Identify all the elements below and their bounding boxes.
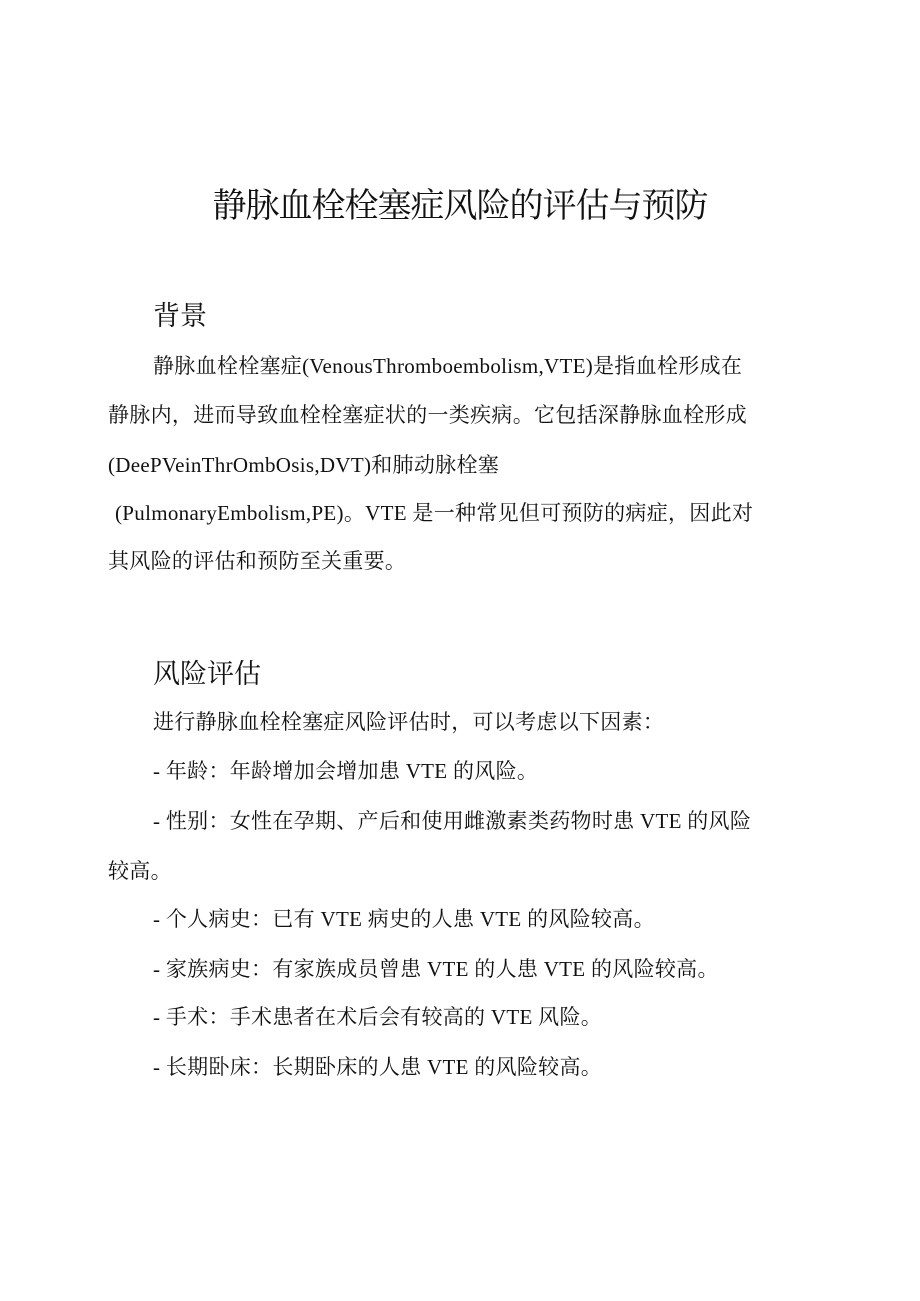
- risk-item-family-history: - 家族病史：有家族成员曾患 VTE 的人患 VTE 的风险较高。: [153, 957, 719, 981]
- risk-item-bed-rest: - 长期卧床：长期卧床的人患 VTE 的风险较高。: [153, 1055, 603, 1079]
- risk-item-surgery: - 手术：手术患者在术后会有较高的 VTE 风险。: [153, 1005, 603, 1029]
- background-line-4: (PulmonaryEmbolism,PE)。VTE 是一种常见但可预防的病症，因此对: [115, 501, 754, 525]
- risk-assessment-heading: 风险评估: [153, 659, 261, 690]
- background-line-2: 静脉内，进而导致血栓栓塞症状的一类疾病。它包括深静脉血栓形成: [108, 403, 747, 427]
- background-line-5: 其风险的评估和预防至关重要。: [108, 549, 407, 573]
- risk-item-age: - 年龄：年龄增加会增加患 VTE 的风险。: [153, 759, 539, 783]
- risk-item-gender: - 性别：女性在孕期、产后和使用雌激素类药物时患 VTE 的风险: [153, 809, 752, 833]
- background-heading: 背景: [153, 301, 207, 332]
- background-line-1: 静脉血栓栓塞症(VenousThromboembolism,VTE)是指血栓形成在: [153, 354, 743, 378]
- document-title: 静脉血栓栓塞症风险的评估与预防: [212, 186, 708, 226]
- risk-item-personal-history: - 个人病史：已有 VTE 病史的人患 VTE 的风险较高。: [153, 907, 655, 931]
- risk-item-gender-cont: 较高。: [108, 859, 172, 883]
- risk-intro: 进行静脉血栓栓塞症风险评估时，可以考虑以下因素：: [153, 710, 665, 734]
- background-line-3: (DeePVeinThrOmbOsis,DVT)和肺动脉栓塞: [108, 453, 500, 477]
